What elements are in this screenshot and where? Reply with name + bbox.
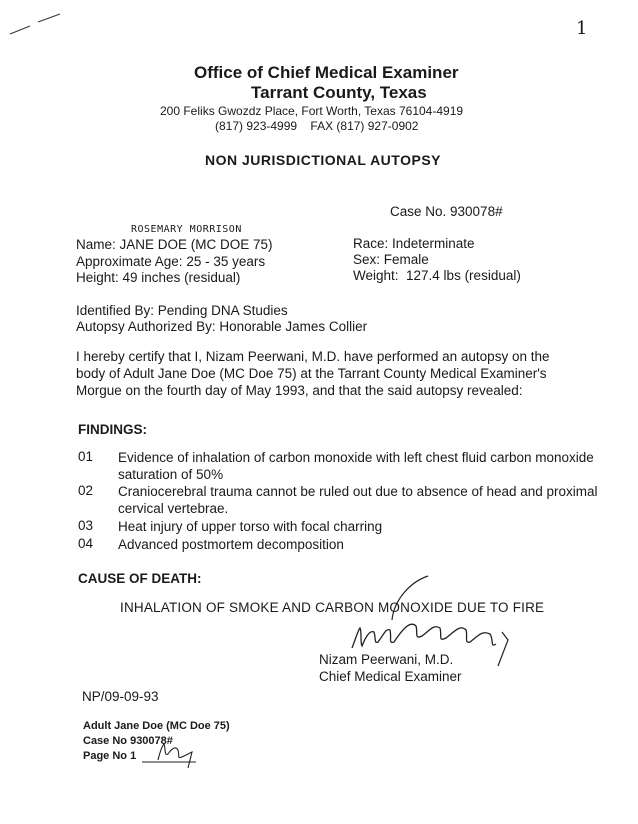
subject-name: Name: JANE DOE (MC DOE 75) — [76, 237, 273, 252]
finding-number: 03 — [78, 518, 94, 533]
examiner-signature — [330, 570, 530, 660]
identified-by: Identified By: Pending DNA Studies — [76, 303, 288, 318]
finding-text: Advanced postmortem decomposition — [118, 537, 344, 552]
subject-sex: Sex: Female — [353, 252, 429, 267]
cause-heading: CAUSE OF DEATH: — [78, 571, 202, 586]
office-name: Office of Chief Medical Examiner — [194, 63, 459, 82]
signer-title: Chief Medical Examiner — [319, 669, 462, 684]
finding-text: Craniocerebral trauma cannot be ruled out due to absence of head and proximal cervical vertebrae. — [118, 484, 598, 516]
subject-weight: Weight: 127.4 lbs (residual) — [353, 268, 521, 283]
signer-name: Nizam Peerwani, M.D. — [319, 652, 454, 667]
scan-mark-top-left — [8, 12, 68, 42]
subject-race: Race: Indeterminate — [353, 236, 475, 251]
office-address: 200 Feliks Gwozdz Place, Fort Worth, Texas 76104-4919 — [160, 104, 464, 118]
finding-number: 01 — [78, 449, 94, 464]
page-number-mark: 1 — [576, 18, 588, 39]
cause-of-death: INHALATION OF SMOKE AND CARBON MONOXIDE DUE TO FIRE — [120, 600, 545, 615]
certification-line: I hereby certify that I, Nizam Peerwani, M.D. have performed an autopsy on the — [76, 349, 550, 364]
finding-number: 04 — [78, 536, 94, 551]
county-name: Tarrant County, Texas — [251, 83, 427, 102]
certification-line: Morgue on the fourth day of May 1993, and that the said autopsy revealed: — [76, 383, 523, 398]
finding-number: 02 — [78, 483, 94, 498]
footer-initials — [140, 740, 210, 770]
finding-text: Heat injury of upper torso with focal charring — [118, 519, 383, 534]
authorized-by: Autopsy Authorized By: Honorable James Collier — [76, 319, 368, 334]
footer-page: Page No 1 — [83, 750, 137, 762]
case-number: Case No. 930078# — [390, 204, 503, 219]
reference-code: NP/09-09-93 — [82, 689, 159, 704]
finding-text: Evidence of inhalation of carbon monoxide with left chest fluid carbon monoxide saturation of 50% — [118, 450, 594, 482]
document-title: NON JURISDICTIONAL AUTOPSY — [205, 152, 441, 168]
office-phones: (817) 923-4999 FAX (817) 927-0902 — [215, 119, 419, 133]
subject-height: Height: 49 inches (residual) — [76, 270, 241, 285]
findings-heading: FINDINGS: — [78, 422, 147, 437]
subject-age: Approximate Age: 25 - 35 years — [76, 254, 266, 269]
footer-subject: Adult Jane Doe (MC Doe 75) — [83, 720, 230, 732]
footer-case: Case No 930078# — [83, 735, 173, 747]
certification-line: body of Adult Jane Doe (MC Doe 75) at the Tarrant County Medical Examiner's — [76, 366, 547, 381]
typed-name: ROSEMARY MORRISON — [131, 224, 242, 235]
